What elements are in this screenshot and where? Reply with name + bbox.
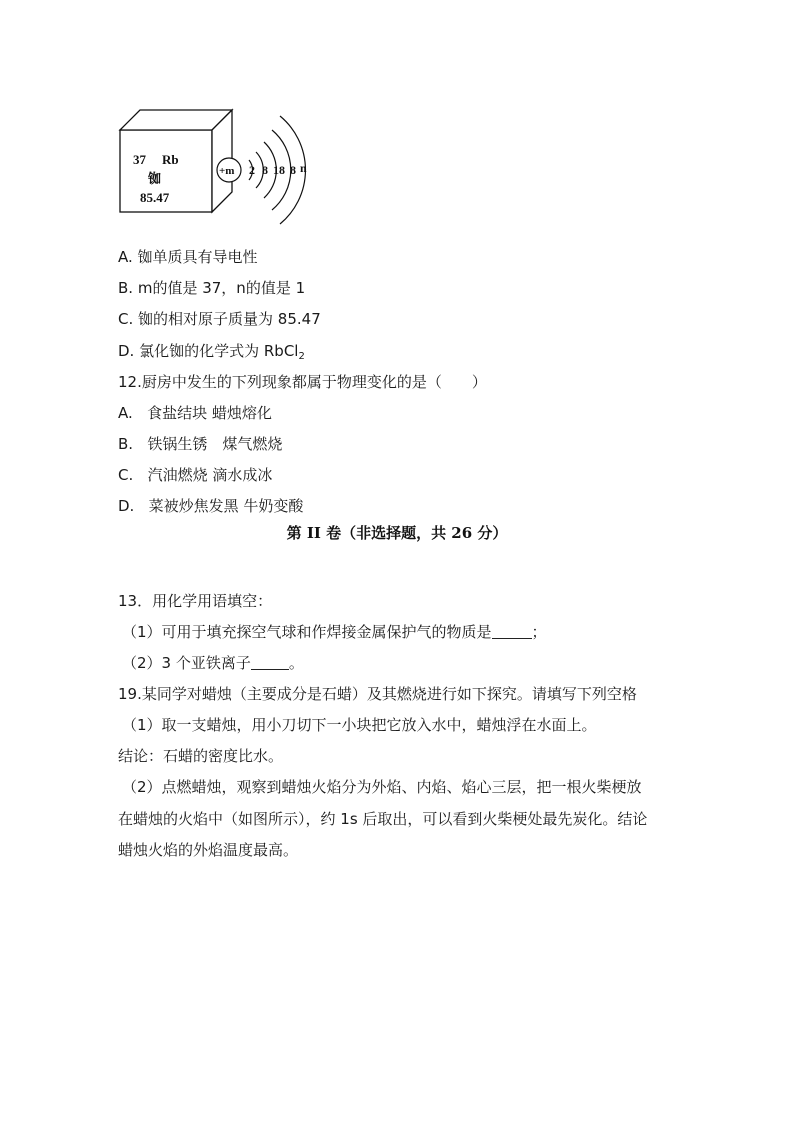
- q12-stem: 12.厨房中发生的下列现象都属于物理变化的是（ ）: [118, 373, 487, 391]
- q11-option-d: D. 氯化铷的化学式为 RbCl$_2$: [118, 342, 305, 362]
- q13-stem: 13．用化学用语填空：: [118, 592, 273, 610]
- q19-item-2-line-2: 在蜡烛的火焰中（如图所示），约 1s 后取出，可以看到火柴梗处最先炭化。结论: [118, 810, 648, 828]
- rubidium-atom-figure: [118, 104, 324, 228]
- q19-item-1: （1）取一支蜡烛，用小刀切下一小块把它放入水中，蜡烛浮在水面上。: [122, 716, 597, 734]
- q11-option-a: A. 铷单质具有导电性: [118, 248, 258, 266]
- shell-4-electrons: 8: [290, 163, 296, 177]
- nucleus-charge: +m: [219, 165, 235, 177]
- section-2-title: 第 II 卷（非选择题，共 26 分）: [286, 524, 508, 542]
- q19-item-2-line-1: （2）点燃蜡烛，观察到蜡烛火焰分为外焰、内焰、焰心三层，把一根火柴梗放: [122, 778, 642, 796]
- shell-2-electrons: 8: [262, 163, 268, 177]
- q11-option-c: C. 铷的相对原子质量为 85.47: [118, 310, 321, 328]
- q13-item-1-blank[interactable]: [492, 624, 532, 639]
- q19-item-2-line-3: 蜡烛火焰的外焰温度最高。: [118, 841, 299, 859]
- element-symbol: Rb: [162, 152, 179, 167]
- atomic-mass: 85.47: [140, 190, 170, 205]
- q19-conclusion-1: 结论：石蜡的密度比水。: [118, 747, 284, 765]
- element-name: 铷: [148, 171, 162, 186]
- shell-5-electrons: n: [300, 161, 307, 175]
- q13-item-2-blank[interactable]: [251, 655, 289, 670]
- atomic-number: 37: [133, 152, 146, 167]
- q12-option-d: D. 菜被炒焦发黑 牛奶变酸: [118, 497, 304, 515]
- shell-3-electrons: 18: [273, 163, 285, 177]
- q11-option-b: B. m的值是 37，n的值是 1: [118, 279, 306, 297]
- q12-option-b: B. 铁锅生锈 煤气燃烧: [118, 435, 283, 453]
- q12-option-c: C. 汽油燃烧 滴水成冰: [118, 466, 273, 484]
- q13-item-2: （2）3 个亚铁离子 。: [122, 654, 304, 672]
- q13-item-1: （1）可用于填充探空气球和作焊接金属保护气的物质是 ；: [122, 623, 547, 641]
- shell-1-electrons: 2: [249, 163, 255, 177]
- q12-option-a: A. 食盐结块 蜡烛熔化: [118, 404, 272, 422]
- q19-stem: 19.某同学对蜡烛（主要成分是石蜡）及其燃烧进行如下探究。请填写下列空格: [118, 685, 637, 703]
